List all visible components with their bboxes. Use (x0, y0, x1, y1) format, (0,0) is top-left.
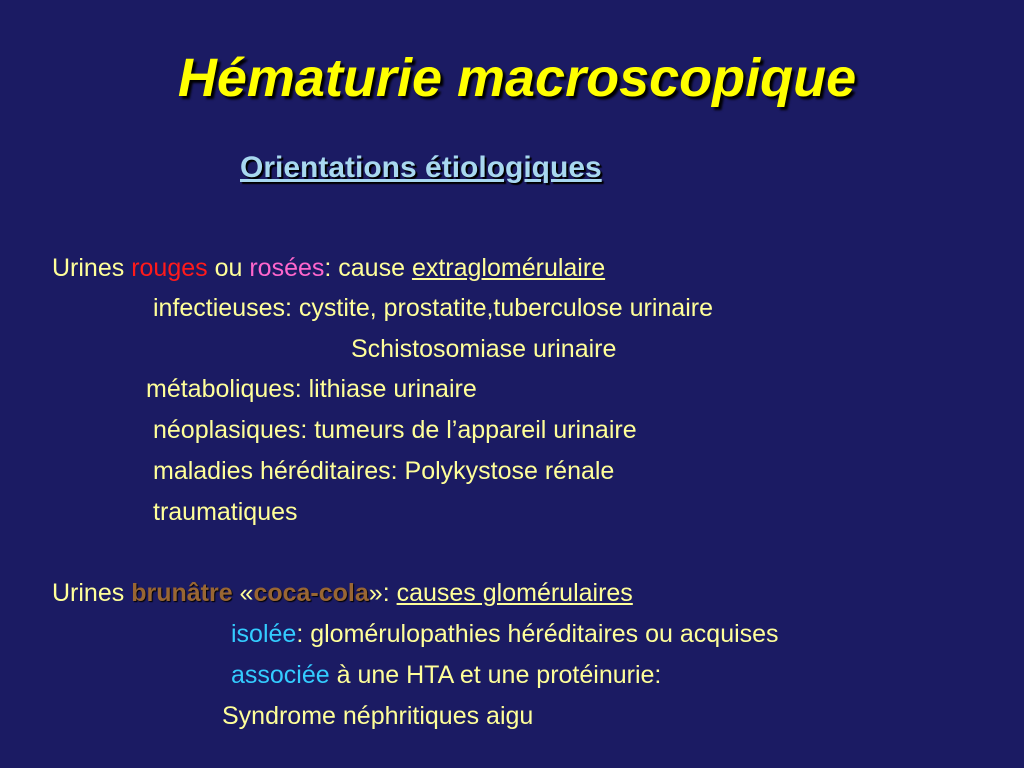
item-schistosomiase: Schistosomiase urinaire (351, 335, 617, 363)
cause-text: : cause (324, 254, 412, 282)
item-infectieuses: infectieuses: cystite, prostatite,tuberculose urinaire (153, 294, 713, 322)
glomerulaires-cause: causes glomérulaires (396, 579, 633, 607)
rouges-word: rouges (131, 254, 208, 282)
item-syndrome: Syndrome néphritiques aigu (222, 702, 534, 730)
slide-title: Hématurie macroscopique (177, 48, 857, 108)
item-neoplasiques: néoplasiques: tumeurs de l’appareil urinaire (153, 416, 637, 444)
coca-cola-word: coca-cola (253, 579, 369, 607)
item-maladies-hereditaires: maladies héréditaires: Polykystose rénale (153, 457, 615, 485)
isolee-text: : glomérulopathies héréditaires ou acquises (296, 620, 779, 648)
section2-space (233, 579, 240, 607)
associee-label: associée (231, 661, 330, 689)
extraglomerulaire-cause: extraglomérulaire (411, 254, 606, 282)
section2-prefix: Urines (52, 579, 132, 607)
item-traumatiques: traumatiques (153, 498, 298, 526)
item-isolee (231, 619, 779, 649)
associee-text: à une HTA et une protéinurie: (329, 661, 662, 689)
quote-open: « (239, 579, 254, 607)
isolee-label: isolée (231, 620, 297, 648)
slide-subtitle: Orientations étiologiques (240, 151, 602, 184)
quote-close: »: (368, 579, 397, 607)
section1-prefix: Urines (52, 254, 132, 282)
item-metaboliques: métaboliques: lithiase urinaire (146, 375, 477, 403)
rosees-word: rosées (249, 254, 325, 282)
section2-heading (52, 578, 633, 608)
brunatre-word: brunâtre (131, 579, 233, 607)
section1-heading (52, 253, 605, 283)
ou-word: ou (207, 254, 250, 282)
item-associee (231, 660, 661, 690)
